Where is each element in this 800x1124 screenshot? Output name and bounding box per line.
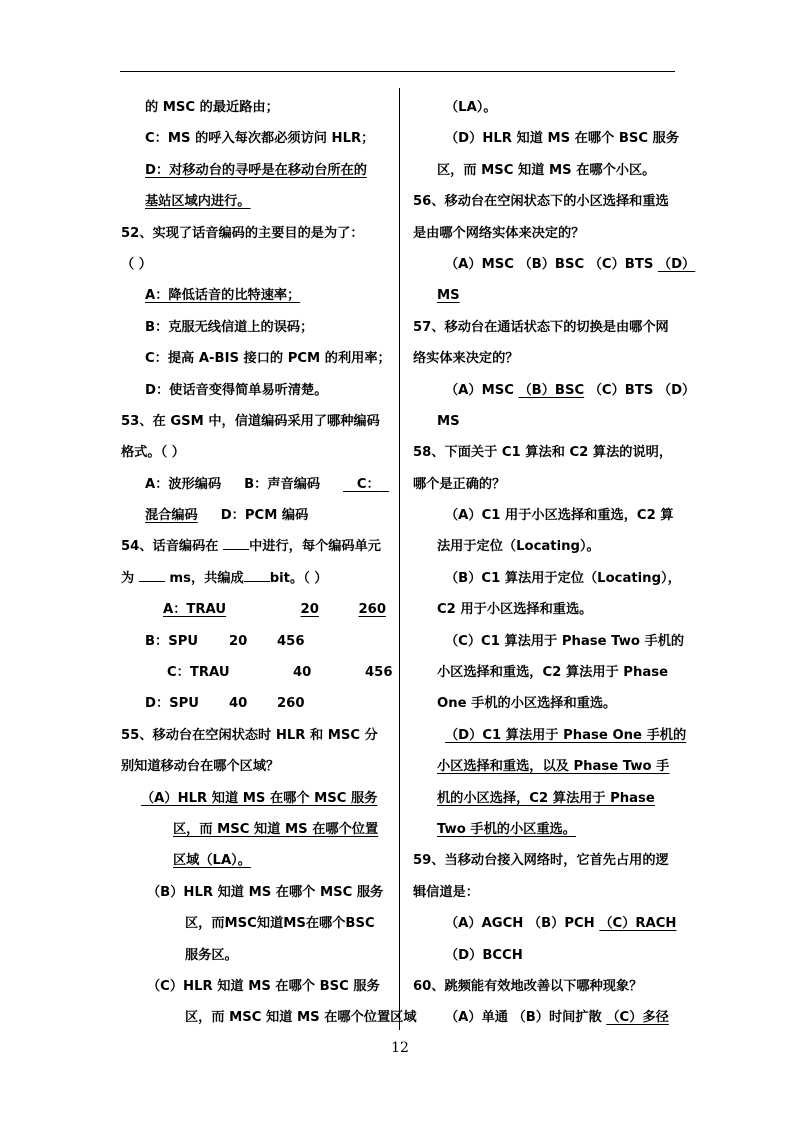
option-c: C：提高 A-BIS 接口的 PCM 的利用率；: [145, 351, 391, 367]
header-rule: [120, 71, 675, 72]
option-c-cont: 区，而 MSC 知道 MS 在哪个位置区域: [185, 1010, 417, 1026]
text-line: C：MS 的呼入每次都必须访问 HLR；: [145, 131, 375, 147]
option-c-cont: （LA）。: [445, 100, 497, 115]
option-c-answer: C：: [356, 476, 380, 492]
option-c: （C）C1 算法用于 Phase Two 手机的: [445, 633, 685, 649]
option-b: B：克服无线信道上的误码；: [145, 319, 314, 335]
option-d-answer-cont: 小区选择和重选，以及 Phase Two 手: [437, 759, 670, 775]
question-58: 58、下面关于 C1 算法和 C2 算法的说明，: [413, 445, 673, 461]
option-c-answer: （C）多径: [606, 1010, 669, 1026]
question-60: 60、跳频能有效地改善以下哪种现象？: [413, 978, 643, 994]
option-c: C：TRAU 40 456: [167, 665, 393, 681]
question-52: 52、实现了话音编码的主要目的是为了：: [121, 225, 364, 241]
option-b: B：SPU 20 456: [145, 633, 305, 649]
right-column: [413, 92, 696, 1034]
option-d: （D）BCCH: [445, 947, 523, 963]
question-55-cont: 别知道移动台在哪个区域？: [121, 759, 280, 775]
option-c: （C）HLR 知道 MS 在哪个 BSC 服务: [147, 978, 380, 994]
blank: [223, 537, 249, 550]
option-b-answer: （B）BSC: [518, 382, 585, 398]
question-56-cont: 是由哪个网络实体来决定的？: [413, 225, 585, 241]
option-d: D：PCM 编码: [220, 508, 309, 524]
option-c-answer: （C）RACH: [599, 916, 677, 932]
option-a-answer: A：TRAU 20 260: [163, 602, 386, 618]
option-b: B：声音编码: [244, 476, 321, 492]
question-57: 57、移动台在通话状态下的切换是由哪个网: [413, 319, 669, 335]
option-a-answer: （A）HLR 知道 MS 在哪个 MSC 服务: [141, 790, 378, 806]
option-a: A：波形编码: [145, 476, 222, 492]
question-58-cont: 哪个是正确的？: [413, 476, 506, 492]
question-59-cont: 辑信道是：: [413, 884, 479, 900]
option-c-answer-cont: 混合编码: [145, 508, 198, 524]
option-a-cont: 法用于定位（Locating）。: [437, 539, 600, 555]
question-56-options: （A）MSC （B）BSC （C）BTS （D）: [445, 256, 696, 272]
question-54-cont: 为 ms，共编成 bit。（ ）: [121, 570, 328, 586]
question-57-options: （A）MSC （B）BSC （C）BTS （D）: [445, 382, 696, 398]
blank: [139, 569, 165, 582]
left-column: [121, 92, 417, 1034]
option-b-cont: C2 用于小区选择和重选。: [437, 602, 593, 618]
option-b-cont: 区，而MSC知道MS在哪个BSC: [185, 916, 375, 932]
question-59-options: （A）AGCH （B）PCH （C）RACH: [445, 916, 677, 932]
question-53-cont: 格式。（ ）: [121, 445, 185, 461]
option-d-answer-cont: Two 手机的小区重选。: [437, 821, 576, 837]
option-b: （B）HLR 知道 MS 在哪个 MSC 服务: [147, 884, 384, 900]
option-d-cont: MS: [437, 413, 460, 429]
question-52-paren: （ ）: [121, 256, 152, 272]
question-60-options: （A）单通 （B）时间扩散 （C）多径: [445, 1010, 669, 1026]
option-d: （D）HLR 知道 MS 在哪个 BSC 服务: [445, 131, 680, 147]
question-53-options-cont: [121, 500, 386, 531]
option-d-answer: （D）C1 算法用于 Phase One 手机的: [445, 727, 687, 743]
option-d-cont: 区，而 MSC 知道 MS 在哪个小区。: [437, 162, 656, 178]
option-d-answer: （D）: [657, 256, 696, 272]
answer-text-line: 基站区域内进行。: [145, 194, 251, 210]
option-d: D：使话音变得简单易听清楚。: [145, 382, 328, 398]
option-b: （B）C1 算法用于定位（Locating），: [445, 570, 681, 586]
question-59: 59、当移动台接入网络时，它首先占用的逻: [413, 853, 669, 869]
question-53-options: [121, 469, 386, 500]
blank: [244, 569, 270, 582]
question-56: 56、移动台在空闲状态下的小区选择和重选: [413, 194, 669, 210]
question-57-cont: 络实体来决定的？: [413, 351, 519, 367]
question-54: 54、话音编码在 中进行，每个编码单元: [121, 539, 381, 555]
option-c-cont: 小区选择和重选，C2 算法用于 Phase: [437, 665, 669, 681]
option-c-cont: One 手机的小区选择和重选。: [437, 696, 617, 712]
option-b-cont: 服务区。: [185, 947, 238, 963]
question-55: 55、移动台在空闲状态时 HLR 和 MSC 分: [121, 727, 378, 743]
option-d-answer-cont: MS: [437, 288, 460, 304]
option-d: D：SPU 40 260: [145, 696, 305, 712]
question-53: 53、在 GSM 中，信道编码采用了哪种编码: [121, 413, 380, 429]
option-a-answer-cont: 区，而 MSC 知道 MS 在哪个位置: [173, 821, 379, 837]
column-divider: [399, 88, 400, 1030]
option-a: （A）C1 用于小区选择和重选，C2 算: [445, 508, 674, 524]
page-number: 12: [391, 1040, 409, 1056]
answer-text-line: D：对移动台的寻呼是在移动台所在的: [145, 162, 367, 178]
text-line: 的 MSC 的最近路由；: [145, 100, 279, 115]
option-a-answer: A：降低话音的比特速率；: [145, 288, 301, 304]
option-a-answer-cont: 区域（LA）。: [173, 853, 251, 869]
option-d-answer-cont: 机的小区选择，C2 算法用于 Phase: [437, 790, 655, 806]
